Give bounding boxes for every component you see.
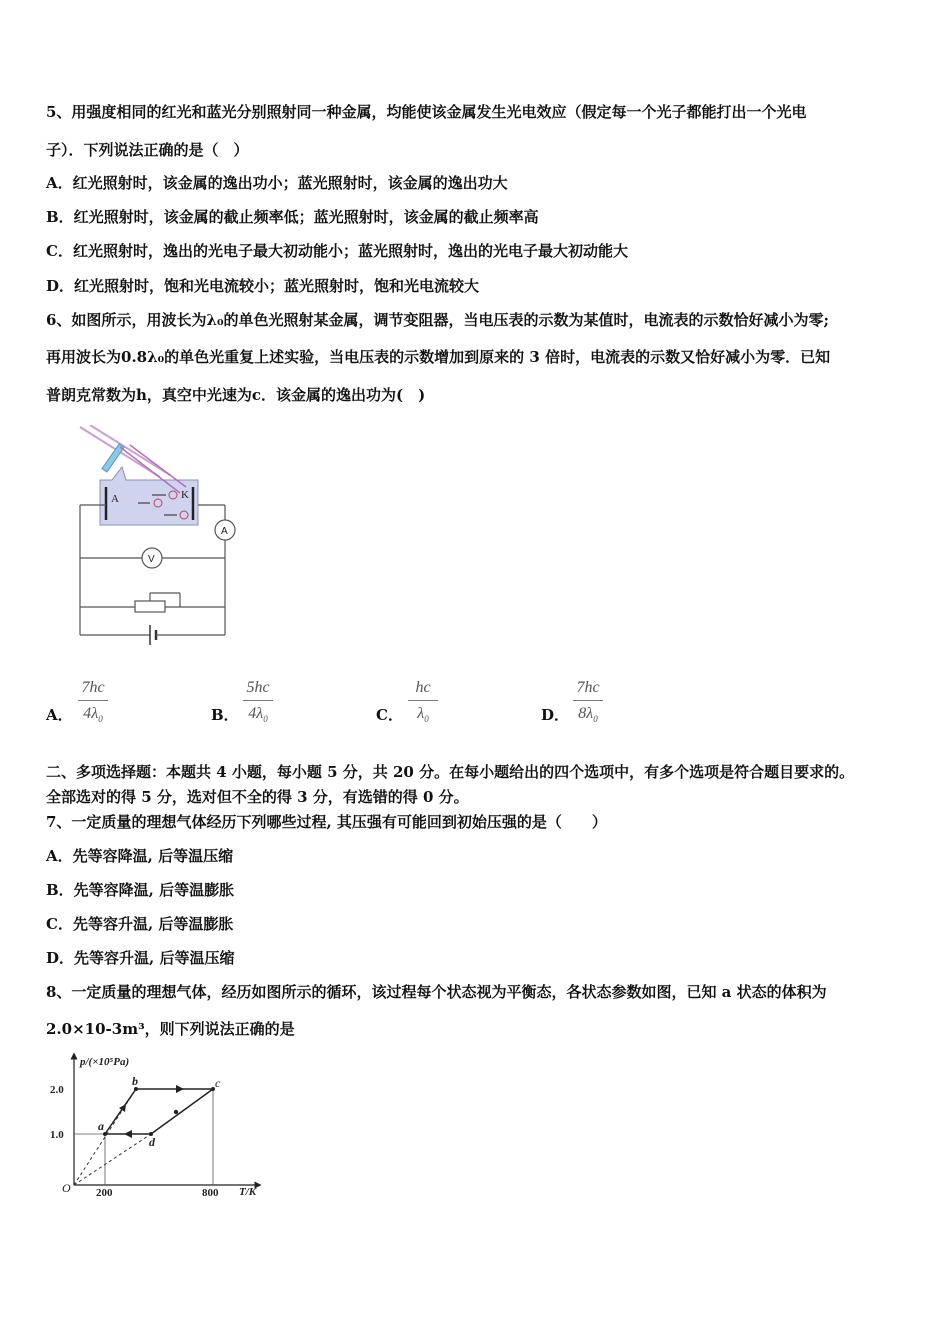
q6-option-b-label: B． bbox=[211, 706, 239, 724]
y-axis-label: p/(×10⁵Pa) bbox=[80, 1056, 130, 1068]
fraction-numerator: 7hc bbox=[81, 679, 105, 696]
y-tick-1: 1.0 bbox=[50, 1129, 64, 1141]
voltmeter-label: V bbox=[148, 554, 155, 565]
x-axis-label: T/K bbox=[239, 1186, 257, 1198]
section2-heading-line2: 全部选对的得 5 分，选对但不全的得 3 分，有选错的得 0 分。 bbox=[46, 788, 469, 806]
point-b-label: b bbox=[132, 1074, 138, 1088]
q8-stem-line2: 2.0×10-3m³，则下列说法正确的是 bbox=[46, 1020, 295, 1038]
q6-stem-line2: 再用波长为0.8λ₀的单色光重复上述实验，当电压表的示数增加到原来的 3 倍时，电流表的示数又恰好减小为零．已知 bbox=[46, 348, 831, 366]
q5-option-b: B．红光照射时，该金属的截止频率低；蓝光照射时，该金属的截止频率高 bbox=[46, 208, 539, 226]
fraction-numerator: 7hc bbox=[576, 679, 600, 696]
q5-option-d: D．红光照射时，饱和光电流较小；蓝光照射时，饱和光电流较大 bbox=[46, 277, 480, 295]
q6-option-c-fraction bbox=[406, 676, 440, 727]
ammeter-label: A bbox=[221, 526, 228, 537]
p-t-cycle-graph bbox=[46, 1050, 276, 1200]
fraction-numerator: 5hc bbox=[246, 679, 270, 696]
fraction-numerator: hc bbox=[415, 679, 431, 696]
point-a-label: a bbox=[98, 1119, 104, 1133]
q5-option-c: C．红光照射时，逸出的光电子最大初动能小；蓝光照射时，逸出的光电子最大初动能大 bbox=[46, 242, 628, 260]
q7-option-c: C．先等容升温, 后等温膨胀 bbox=[46, 915, 234, 933]
q7-option-a: A．先等容降温, 后等温压缩 bbox=[46, 847, 234, 865]
point-c-label: c bbox=[215, 1076, 221, 1090]
q8-stem-line1: 8、一定质量的理想气体，经历如图所示的循环，该过程每个状态视为平衡态，各状态参数如图，已知 a 状态的体积为 bbox=[46, 983, 827, 1001]
q5-stem-line2: 子）．下列说法正确的是（ ） bbox=[46, 141, 249, 159]
cathode-label: K bbox=[181, 489, 189, 501]
fraction-denominator: $4\lambda_0$ bbox=[83, 705, 103, 725]
fraction-denominator: $\lambda_0$ bbox=[417, 705, 429, 725]
q5-stem-line1: 5、用强度相同的红光和蓝光分别照射同一种金属，均能使该金属发生光电效应（假定每一个光子都能打出一个光电 bbox=[46, 103, 807, 121]
q6-option-c-label: C． bbox=[376, 706, 403, 724]
q6-stem-line3: 普朗克常数为h，真空中光速为c．该金属的逸出功为( ) bbox=[46, 386, 426, 404]
q6-option-d-fraction bbox=[571, 676, 605, 727]
x-tick-800: 800 bbox=[202, 1187, 219, 1199]
q7-stem: 7、一定质量的理想气体经历下列哪些过程, 其压强有可能回到初始压强的是（ ） bbox=[46, 813, 607, 831]
q7-option-d: D．先等容升温, 后等温压缩 bbox=[46, 949, 235, 967]
q6-option-d-label: D． bbox=[541, 706, 570, 724]
q7-option-b: B．先等容降温, 后等温膨胀 bbox=[46, 881, 235, 899]
q6-option-a-fraction bbox=[76, 676, 110, 727]
fraction-denominator: $4\lambda_0$ bbox=[248, 705, 268, 725]
q6-stem-line1: 6、如图所示，用波长为λ₀的单色光照射某金属，调节变阻器，当电压表的示数为某值时，电流表的示数恰好减小为零; bbox=[46, 311, 830, 329]
x-tick-200: 200 bbox=[96, 1187, 113, 1199]
q6-option-b-fraction bbox=[241, 676, 275, 727]
q6-option-a-label: A． bbox=[46, 706, 73, 724]
anode-label: A bbox=[111, 493, 119, 505]
q5-option-a: A．红光照射时，该金属的逸出功小；蓝光照射时，该金属的逸出功大 bbox=[46, 174, 508, 192]
fraction-denominator: $8\lambda_0$ bbox=[578, 705, 598, 725]
point-d-label: d bbox=[149, 1135, 155, 1149]
photoelectric-circuit-figure bbox=[70, 425, 245, 655]
y-tick-2: 2.0 bbox=[50, 1084, 64, 1096]
origin-label: O bbox=[62, 1181, 71, 1195]
section2-heading-line1: 二、多项选择题：本题共 4 小题，每小题 5 分，共 20 分。在每小题给出的四个选项中，有多个选项是符合题目要求的。 bbox=[46, 763, 855, 781]
